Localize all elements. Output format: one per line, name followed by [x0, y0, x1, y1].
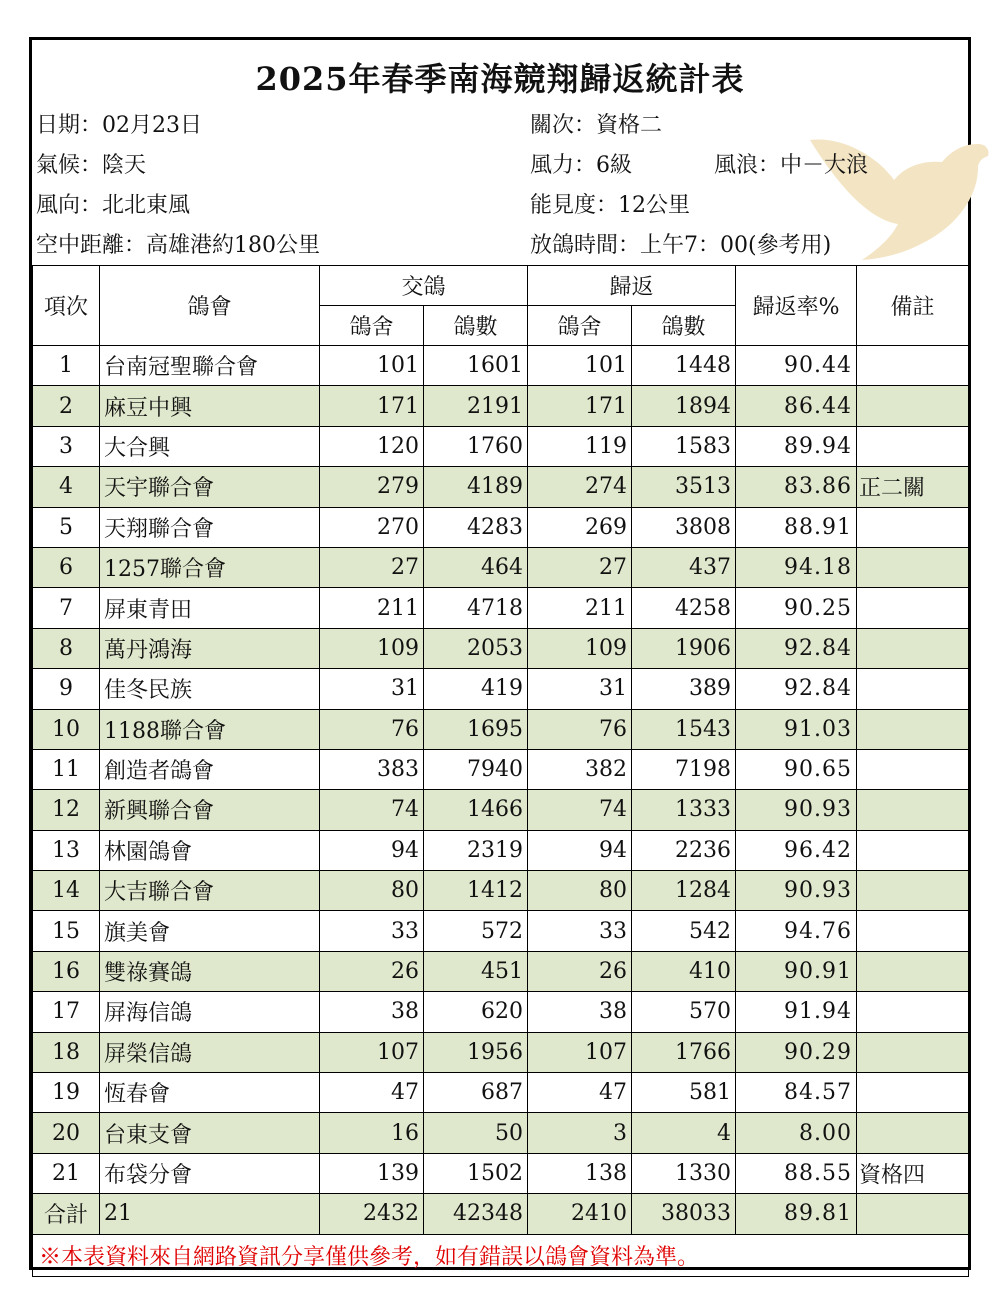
- cell-return-lofts: 80: [528, 871, 632, 911]
- table-row: [33, 669, 969, 709]
- header-rate: 歸返率%: [736, 266, 857, 346]
- cell-return-birds: 4258: [632, 588, 736, 628]
- table-row: [33, 588, 969, 628]
- cell-rate: 91.94: [736, 992, 857, 1032]
- cell-return-birds: 1448: [632, 346, 736, 386]
- round-info: 關次：資格二: [530, 113, 663, 138]
- cell-return-birds: 1906: [632, 628, 736, 668]
- cell-return-lofts: 107: [528, 1032, 632, 1072]
- cell-submit-lofts: 33: [320, 911, 424, 951]
- cell-idx: 19: [33, 1073, 100, 1113]
- statistics-table: [32, 265, 969, 1277]
- table-row: [33, 790, 969, 830]
- cell-return-birds: 389: [632, 669, 736, 709]
- cell-submit-lofts: 27: [320, 547, 424, 587]
- cell-submit-birds: 4283: [424, 507, 528, 547]
- cell-idx: 1: [33, 346, 100, 386]
- cell-submit-lofts: 101: [320, 346, 424, 386]
- cell-submit-birds: 1502: [424, 1153, 528, 1193]
- cell-submit-lofts: 109: [320, 628, 424, 668]
- cell-note: [857, 1032, 969, 1072]
- cell-submit-lofts: 107: [320, 1032, 424, 1072]
- footer-row: [33, 1234, 969, 1276]
- date-info: 日期：02月23日: [36, 113, 202, 138]
- cell-return-birds: 4: [632, 1113, 736, 1153]
- cell-return-lofts: 3: [528, 1113, 632, 1153]
- cell-rate: 90.65: [736, 749, 857, 789]
- cell-return-lofts: 27: [528, 547, 632, 587]
- cell-rate: 90.44: [736, 346, 857, 386]
- header-row: [33, 266, 969, 306]
- cell-return-lofts: 382: [528, 749, 632, 789]
- cell-note: [857, 790, 969, 830]
- cell-submit-birds: 620: [424, 992, 528, 1032]
- cell-rate: 84.57: [736, 1073, 857, 1113]
- table-row: [33, 830, 969, 870]
- cell-submit-birds: 1601: [424, 346, 528, 386]
- cell-rate: 90.91: [736, 951, 857, 991]
- cell-return-birds: 1543: [632, 709, 736, 749]
- page-title: 2025年春季南海競翔歸返統計表: [255, 60, 745, 98]
- cell-submit-birds: 4189: [424, 467, 528, 507]
- cell-club: 天翔聯合會: [100, 507, 320, 547]
- cell-return-birds: 7198: [632, 749, 736, 789]
- header-return-group: 歸返: [528, 266, 736, 306]
- cell-club: 萬丹鴻海: [100, 628, 320, 668]
- cell-submit-lofts: 279: [320, 467, 424, 507]
- cell-club: 大吉聯合會: [100, 871, 320, 911]
- cell-submit-birds: 50: [424, 1113, 528, 1153]
- cell-submit-birds: 7940: [424, 749, 528, 789]
- cell-submit-birds: 2319: [424, 830, 528, 870]
- distance-info: 空中距離：高雄港約180公里: [36, 233, 320, 258]
- cell-note: [857, 1073, 969, 1113]
- cell-submit-lofts: 26: [320, 951, 424, 991]
- cell-submit-birds: 1956: [424, 1032, 528, 1072]
- statistics-sheet: [29, 37, 971, 1270]
- header-submit-group: 交鴿: [320, 266, 528, 306]
- cell-rate: 96.42: [736, 830, 857, 870]
- cell-return-lofts: 109: [528, 628, 632, 668]
- cell-return-birds: 581: [632, 1073, 736, 1113]
- cell-note: [857, 426, 969, 466]
- cell-submit-lofts: 171: [320, 386, 424, 426]
- cell-club: 1188聯合會: [100, 709, 320, 749]
- cell-return-lofts: 33: [528, 911, 632, 951]
- total-submit-birds: 42348: [424, 1194, 528, 1234]
- cell-idx: 3: [33, 426, 100, 466]
- cell-idx: 13: [33, 830, 100, 870]
- cell-club: 屏東青田: [100, 588, 320, 628]
- header-submit-birds: 鴿數: [424, 306, 528, 346]
- cell-club: 大合興: [100, 426, 320, 466]
- cell-club: 麻豆中興: [100, 386, 320, 426]
- cell-rate: 91.03: [736, 709, 857, 749]
- cell-submit-lofts: 31: [320, 669, 424, 709]
- cell-return-birds: 542: [632, 911, 736, 951]
- cell-club: 屏榮信鴿: [100, 1032, 320, 1072]
- cell-submit-lofts: 76: [320, 709, 424, 749]
- table-row: [33, 1032, 969, 1072]
- table-row: [33, 386, 969, 426]
- cell-return-birds: 570: [632, 992, 736, 1032]
- cell-club: 雙祿賽鴿: [100, 951, 320, 991]
- cell-rate: 90.25: [736, 588, 857, 628]
- table-row: [33, 871, 969, 911]
- cell-note: [857, 1113, 969, 1153]
- cell-submit-lofts: 16: [320, 1113, 424, 1153]
- cell-return-lofts: 274: [528, 467, 632, 507]
- total-return-birds: 38033: [632, 1194, 736, 1234]
- cell-idx: 6: [33, 547, 100, 587]
- cell-submit-birds: 687: [424, 1073, 528, 1113]
- cell-submit-lofts: 139: [320, 1153, 424, 1193]
- cell-submit-lofts: 80: [320, 871, 424, 911]
- cell-return-lofts: 94: [528, 830, 632, 870]
- cell-return-lofts: 211: [528, 588, 632, 628]
- cell-submit-birds: 419: [424, 669, 528, 709]
- cell-club: 佳冬民族: [100, 669, 320, 709]
- cell-idx: 5: [33, 507, 100, 547]
- cell-idx: 21: [33, 1153, 100, 1193]
- cell-rate: 86.44: [736, 386, 857, 426]
- cell-return-birds: 1766: [632, 1032, 736, 1072]
- cell-return-birds: 1333: [632, 790, 736, 830]
- cell-submit-birds: 572: [424, 911, 528, 951]
- table-row: [33, 1073, 969, 1113]
- cell-submit-birds: 4718: [424, 588, 528, 628]
- cell-return-lofts: 31: [528, 669, 632, 709]
- cell-submit-birds: 451: [424, 951, 528, 991]
- cell-note: [857, 871, 969, 911]
- cell-submit-lofts: 47: [320, 1073, 424, 1113]
- cell-club: 恆春會: [100, 1073, 320, 1113]
- cell-idx: 20: [33, 1113, 100, 1153]
- cell-club: 林園鴿會: [100, 830, 320, 870]
- table-row: [33, 992, 969, 1032]
- cell-note: [857, 951, 969, 991]
- cell-return-lofts: 38: [528, 992, 632, 1032]
- table-row: [33, 628, 969, 668]
- cell-submit-lofts: 38: [320, 992, 424, 1032]
- cell-rate: 92.84: [736, 669, 857, 709]
- cell-idx: 11: [33, 749, 100, 789]
- table-row: [33, 749, 969, 789]
- cell-return-lofts: 171: [528, 386, 632, 426]
- total-note: [857, 1194, 969, 1234]
- cell-club: 台東支會: [100, 1113, 320, 1153]
- header-idx: 項次: [33, 266, 100, 346]
- cell-submit-lofts: 270: [320, 507, 424, 547]
- cell-return-lofts: 119: [528, 426, 632, 466]
- cell-submit-lofts: 383: [320, 749, 424, 789]
- cell-idx: 4: [33, 467, 100, 507]
- cell-rate: 83.86: [736, 467, 857, 507]
- cell-note: [857, 386, 969, 426]
- cell-note: 資格四: [857, 1153, 969, 1193]
- cell-submit-lofts: 94: [320, 830, 424, 870]
- cell-rate: 88.55: [736, 1153, 857, 1193]
- cell-return-birds: 2236: [632, 830, 736, 870]
- table-row: [33, 426, 969, 466]
- cell-submit-birds: 1466: [424, 790, 528, 830]
- cell-rate: 90.93: [736, 790, 857, 830]
- cell-return-lofts: 269: [528, 507, 632, 547]
- table-row: [33, 709, 969, 749]
- cell-return-lofts: 47: [528, 1073, 632, 1113]
- cell-club: 新興聯合會: [100, 790, 320, 830]
- cell-submit-lofts: 211: [320, 588, 424, 628]
- cell-note: [857, 749, 969, 789]
- cell-rate: 88.91: [736, 507, 857, 547]
- cell-note: [857, 507, 969, 547]
- cell-rate: 89.94: [736, 426, 857, 466]
- cell-idx: 14: [33, 871, 100, 911]
- cell-rate: 90.29: [736, 1032, 857, 1072]
- cell-return-lofts: 74: [528, 790, 632, 830]
- table-row: [33, 911, 969, 951]
- cell-return-birds: 1284: [632, 871, 736, 911]
- wind-force-info: 風力：6級: [530, 153, 632, 178]
- header-note: 備註: [857, 266, 969, 346]
- cell-club: 旗美會: [100, 911, 320, 951]
- total-label: 合計: [33, 1194, 100, 1234]
- cell-note: 正二關: [857, 467, 969, 507]
- total-count: 21: [100, 1194, 320, 1234]
- cell-idx: 17: [33, 992, 100, 1032]
- header-submit-lofts: 鴿舍: [320, 306, 424, 346]
- table-row: [33, 1113, 969, 1153]
- cell-note: [857, 709, 969, 749]
- total-submit-lofts: 2432: [320, 1194, 424, 1234]
- table-row: [33, 951, 969, 991]
- header-club: 鴿會: [100, 266, 320, 346]
- cell-note: [857, 669, 969, 709]
- release-time-info: 放鴿時間：上午7：00(參考用): [530, 233, 832, 258]
- cell-idx: 9: [33, 669, 100, 709]
- cell-note: [857, 628, 969, 668]
- cell-idx: 10: [33, 709, 100, 749]
- cell-note: [857, 830, 969, 870]
- cell-return-birds: 437: [632, 547, 736, 587]
- cell-idx: 12: [33, 790, 100, 830]
- cell-submit-birds: 2053: [424, 628, 528, 668]
- cell-note: [857, 588, 969, 628]
- cell-rate: 8.00: [736, 1113, 857, 1153]
- cell-club: 天宇聯合會: [100, 467, 320, 507]
- cell-return-birds: 1583: [632, 426, 736, 466]
- cell-submit-birds: 1695: [424, 709, 528, 749]
- table-row: [33, 547, 969, 587]
- cell-note: [857, 346, 969, 386]
- cell-rate: 92.84: [736, 628, 857, 668]
- cell-idx: 16: [33, 951, 100, 991]
- cell-rate: 90.93: [736, 871, 857, 911]
- cell-rate: 94.18: [736, 547, 857, 587]
- cell-club: 1257聯合會: [100, 547, 320, 587]
- cell-return-birds: 410: [632, 951, 736, 991]
- header-return-birds: 鴿數: [632, 306, 736, 346]
- table-row: [33, 1153, 969, 1193]
- cell-idx: 7: [33, 588, 100, 628]
- footer-note: ※本表資料來自網路資訊分享僅供參考，如有錯誤以鴿會資料為準。: [33, 1234, 969, 1276]
- table-row: [33, 507, 969, 547]
- cell-return-birds: 3513: [632, 467, 736, 507]
- cell-submit-lofts: 74: [320, 790, 424, 830]
- cell-note: [857, 992, 969, 1032]
- weather-info: 氣候：陰天: [36, 153, 147, 178]
- header-return-lofts: 鴿舍: [528, 306, 632, 346]
- cell-submit-birds: 1412: [424, 871, 528, 911]
- cell-club: 創造者鴿會: [100, 749, 320, 789]
- cell-return-lofts: 138: [528, 1153, 632, 1193]
- cell-submit-lofts: 120: [320, 426, 424, 466]
- cell-note: [857, 547, 969, 587]
- total-rate: 89.81: [736, 1194, 857, 1234]
- total-row: [33, 1194, 969, 1234]
- visibility-info: 能見度：12公里: [530, 193, 690, 218]
- cell-submit-birds: 464: [424, 547, 528, 587]
- table-row: [33, 467, 969, 507]
- cell-rate: 94.76: [736, 911, 857, 951]
- cell-submit-birds: 1760: [424, 426, 528, 466]
- cell-return-birds: 1894: [632, 386, 736, 426]
- cell-return-lofts: 101: [528, 346, 632, 386]
- cell-club: 台南冠聖聯合會: [100, 346, 320, 386]
- total-return-lofts: 2410: [528, 1194, 632, 1234]
- cell-return-birds: 1330: [632, 1153, 736, 1193]
- cell-return-birds: 3808: [632, 507, 736, 547]
- cell-return-lofts: 76: [528, 709, 632, 749]
- cell-idx: 18: [33, 1032, 100, 1072]
- cell-idx: 2: [33, 386, 100, 426]
- cell-idx: 15: [33, 911, 100, 951]
- table-row: [33, 346, 969, 386]
- cell-club: 布袋分會: [100, 1153, 320, 1193]
- cell-club: 屏海信鴿: [100, 992, 320, 1032]
- wind-direction-info: 風向：北北東風: [36, 193, 191, 218]
- cell-return-lofts: 26: [528, 951, 632, 991]
- cell-idx: 8: [33, 628, 100, 668]
- cell-note: [857, 911, 969, 951]
- waves-info: 風浪：中－大浪: [714, 153, 869, 178]
- cell-submit-birds: 2191: [424, 386, 528, 426]
